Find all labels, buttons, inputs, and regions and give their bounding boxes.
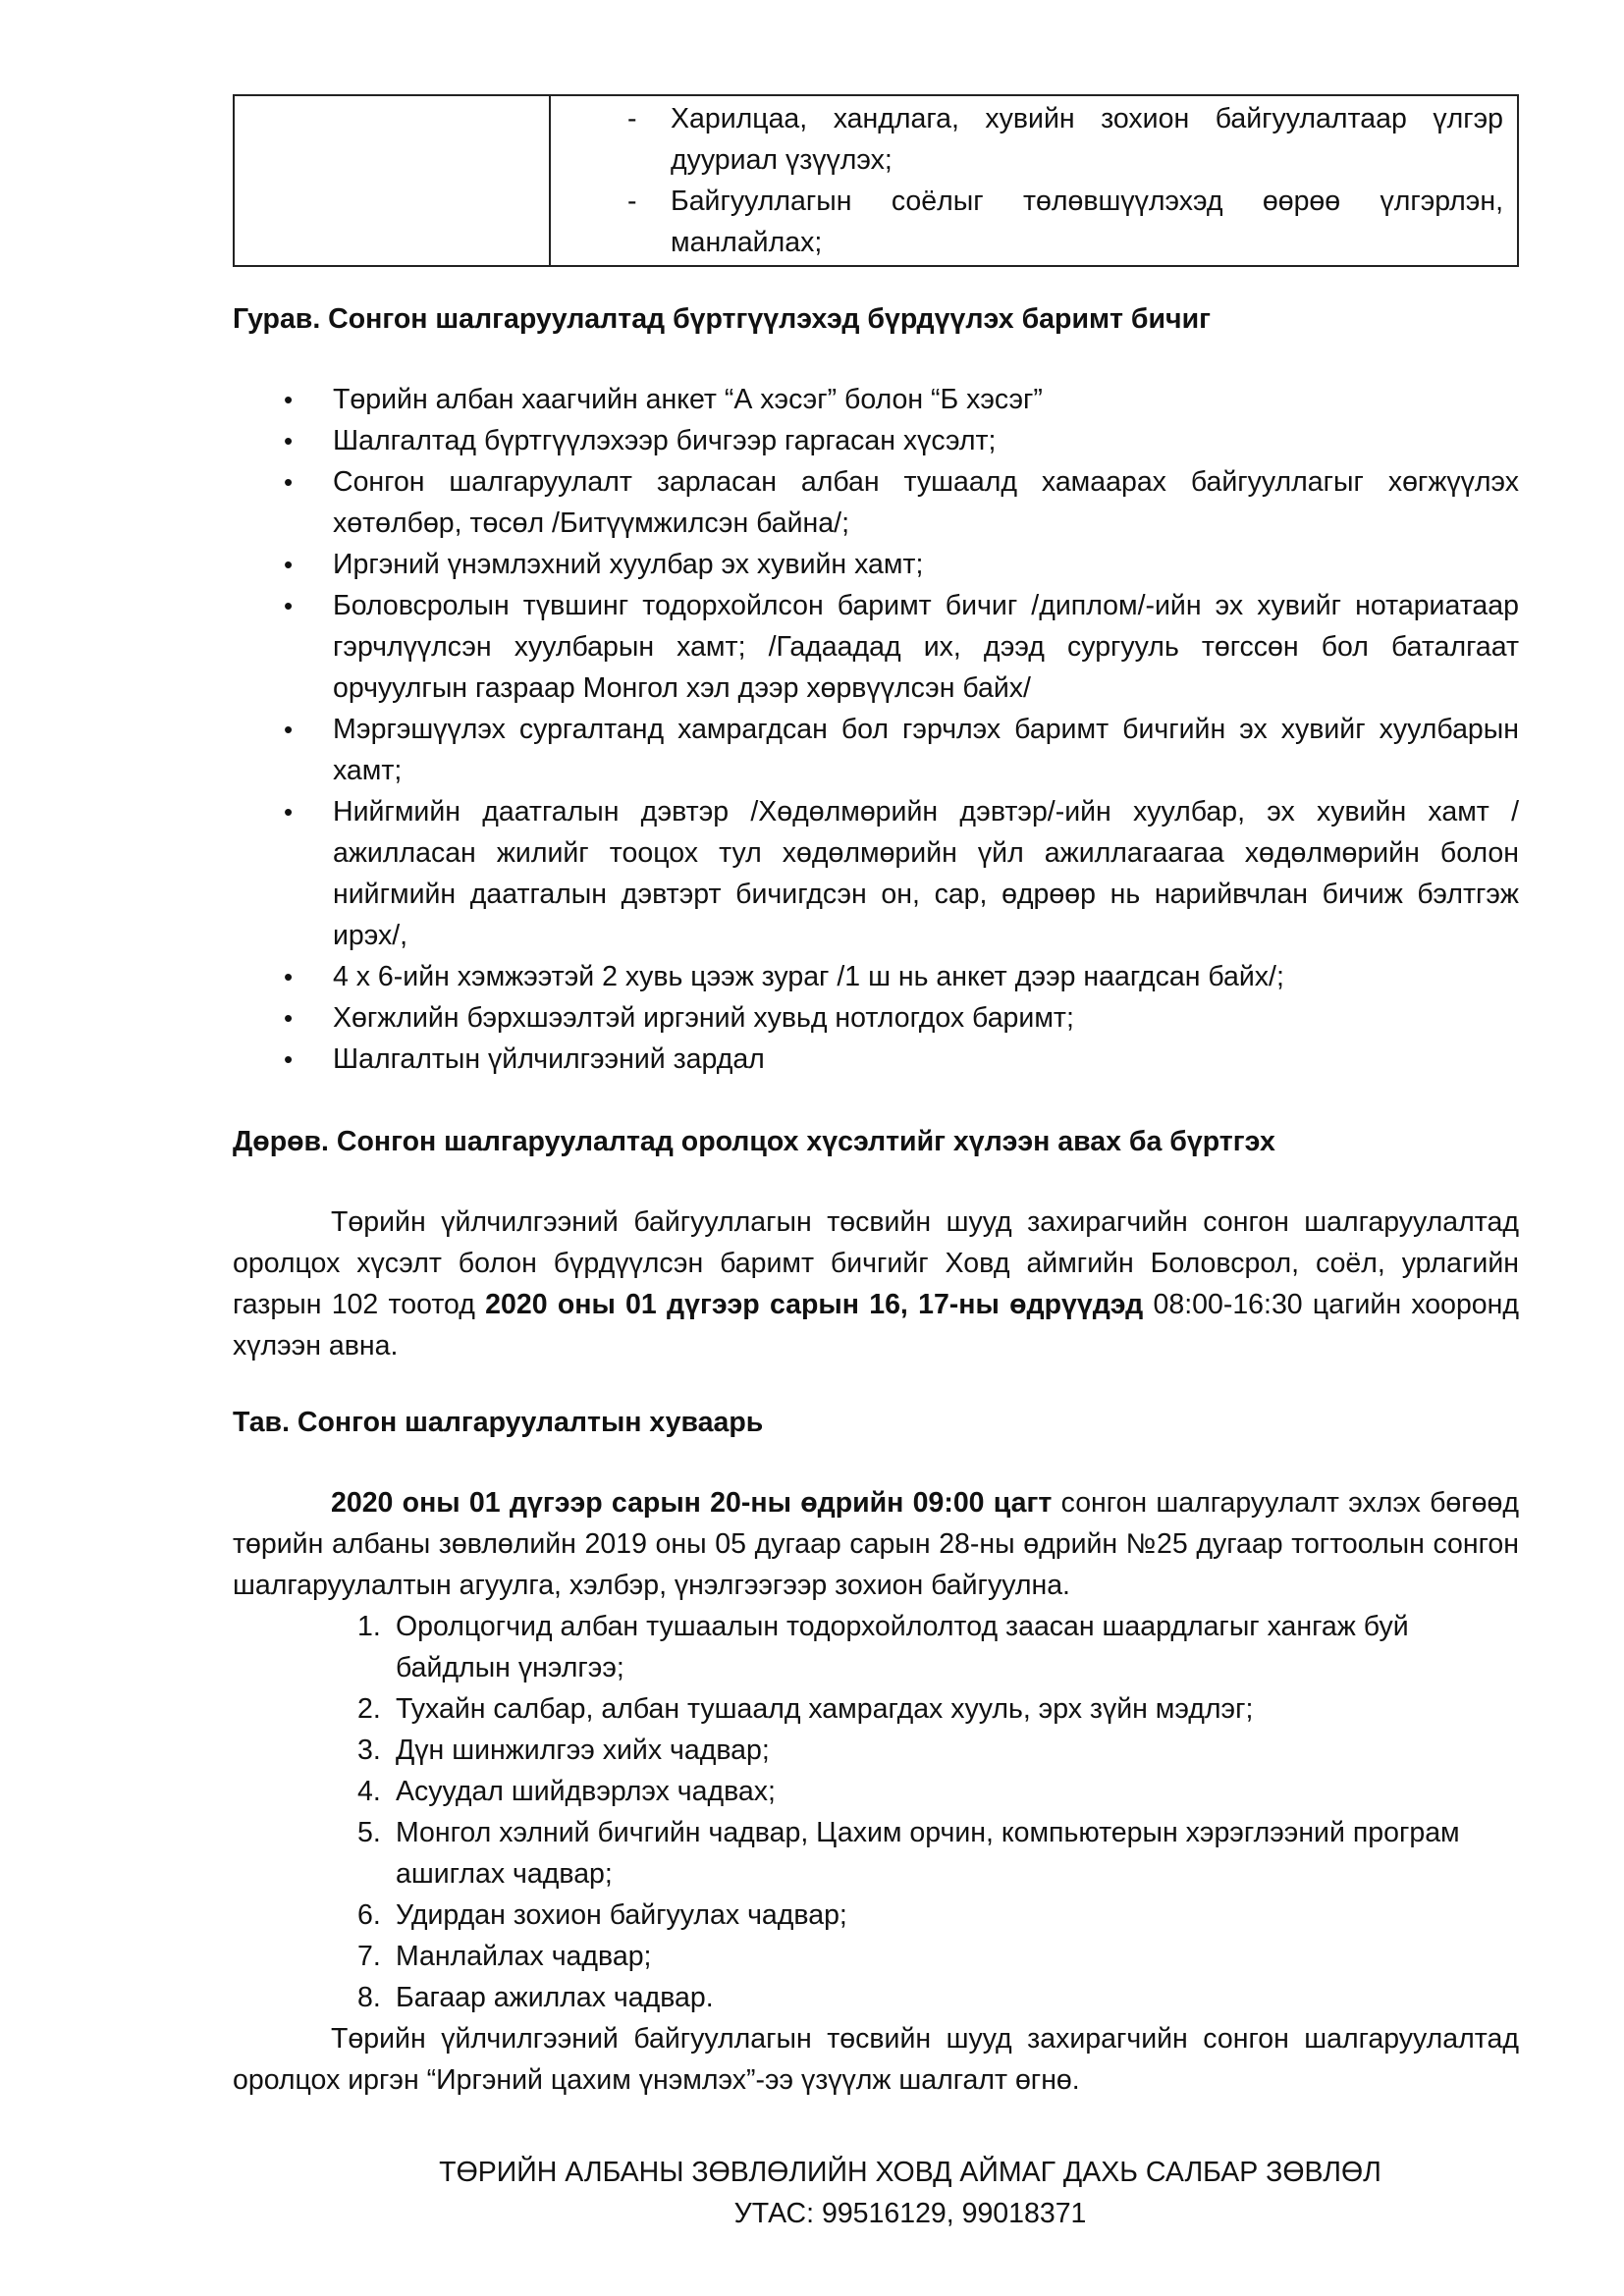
item-number: 1. (357, 1611, 381, 1642)
list-item: • Сонгон шалгаруулалт зарласан албан тушаалд хамаарах байгууллагыг хөгжүүлэх хөтөлбөр, төсөл /Битүүмжилсэн байна/; (233, 461, 1519, 544)
item-number: 8. (357, 1982, 381, 2013)
list-item: - Харилцаа, хандлага, хувийн зохион байгуулалтаар үлгэр дууриал үзүүлэх; (551, 98, 1503, 181)
item-number: 3. (357, 1735, 381, 1766)
list-item: • Нийгмийн даатгалын дэвтэр /Хөдөлмөрийн дэвтэр/-ийн хуулбар, эх хувийн хамт /ажилласан жилийг тооцох тул хөдөлмөрийн үйл ажиллагаагаа хөдөлмөрийн болон нийгмийн даатгалын дэвтэрт бичигдсэн он, сар, өдрөөр нь нарийвчлан бичиж бэлтгэж ирэх/, (233, 791, 1519, 956)
item-number: 5. (357, 1817, 381, 1848)
paragraph-text: 08:00-16:30 цагийн хооронд хүлээн авна. (233, 1289, 1520, 1362)
list-item: • Хөгжлийн бэрхшээлтэй иргэний хувьд нотлогдох баримт; (233, 997, 1519, 1039)
paragraph-bold-date: 2020 оны 01 дүгээр сарын 20-ны өдрийн 09:00 цагт (331, 1487, 1053, 1519)
table-cell-empty (234, 95, 550, 266)
list-item (233, 1895, 1519, 1936)
list-item (233, 1688, 1519, 1730)
item-text: Дүн шинжилгээ хийх чадвар; (396, 1735, 770, 1766)
item-number: 6. (357, 1899, 381, 1931)
list-item (233, 1812, 1519, 1895)
table-cell-requirements (550, 95, 1518, 266)
item-text: Асуудал шийдвэрлэх чадвах; (396, 1776, 776, 1807)
item-text: Тухайн салбар, албан тушаалд хамрагдах хууль, эрх зүйн мэдлэг; (396, 1693, 1254, 1725)
document-page (233, 94, 1519, 2234)
item-number: 4. (357, 1776, 381, 1807)
item-number: 2. (357, 1693, 381, 1725)
list-item (233, 1606, 1519, 1688)
evaluation-list (233, 1606, 1519, 2018)
list-item: • Иргэний үнэмлэхний хуулбар эх хувийн хамт; (233, 544, 1519, 585)
paragraph-text: Төрийн үйлчилгээний байгууллагын төсвийн шууд захирагчийн сонгон шалгаруулалтад оролцох хүсэлт болон бүрдүүлсэн баримт бичгийг Ховд аймгийн Боловсрол, соёл, урлагийн газрын 102 тоотод (233, 1206, 1519, 1320)
paragraph-bold-dates: 2020 оны 01 дүгээр сарын 16, 17-ны өдрүүдэд (485, 1289, 1144, 1320)
item-number: 7. (357, 1941, 381, 1972)
footer-phone: УТАС: 99516129, 99018371 (733, 2198, 1087, 2229)
list-item: • Төрийн албан хаагчийн анкет “А хэсэг” болон “Б хэсэг” (233, 379, 1519, 420)
section-5-paragraph (233, 1482, 1519, 1606)
documents-list (233, 379, 1519, 1080)
list-item: • Шалгалтад бүртгүүлэхээр бичгээр гаргасан хүсэлт; (233, 420, 1519, 461)
requirements-table (233, 94, 1519, 267)
item-text: Оролцогчид албан тушаалын тодорхойлолтод заасан шаардлагыг хангаж буй байдлын үнэлгээ; (396, 1611, 1409, 1683)
list-item: • Боловсролын түвшинг тодорхойлсон баримт бичиг /диплом/-ийн эх хувийг нотариатаар гэрчлүүлсэн хуулбарын хамт; /Гадаадад их, дээд сургууль төгссөн бол баталгаат орчуулгын газраар Монгол хэл дээр хөрвүүлсэн байх/ (233, 585, 1519, 709)
list-item: • Мэргэшүүлэх сургалтанд хамрагдсан бол гэрчлэх баримт бичгийн эх хувийг хуулбарын хамт; (233, 709, 1519, 791)
item-text: Багаар ажиллах чадвар. (396, 1982, 714, 2013)
closing-paragraph: Төрийн үйлчилгээний байгууллагын төсвийн шууд захирагчийн сонгон шалгаруулалтад оролцох иргэн “Иргэний цахим үнэмлэх”-ээ үзүүлж шалгалт өгнө. (233, 2023, 1519, 2096)
section-5-heading: Тав. Сонгон шалгаруулалтын хуваарь (233, 1407, 764, 1438)
list-item (233, 1936, 1519, 1977)
list-item (233, 1977, 1519, 2018)
list-item (233, 1771, 1519, 1812)
paragraph-text: сонгон шалгаруулалт эхлэх бөгөөд төрийн албаны зөвлөлийн 2019 оны 05 дугаар сарын 28-ны өдрийн №25 дугаар тогтоолын сонгон шалгаруулалтын агуулга, хэлбэр, үнэлгээгээр зохион байгуулна. (233, 1487, 1519, 1601)
dash-list (551, 98, 1503, 263)
item-text: Удирдан зохион байгуулах чадвар; (396, 1899, 847, 1931)
list-item: - Байгууллагын соёлыг төлөвшүүлэхэд өөрөө үлгэрлэн, манлайлах; (551, 181, 1503, 263)
list-item: • Шалгалтын үйлчилгээний зардал (233, 1039, 1519, 1080)
list-item (233, 1730, 1519, 1771)
item-text: Манлайлах чадвар; (396, 1941, 652, 1972)
list-item: • 4 х 6-ийн хэмжээтэй 2 хувь цээж зураг /1 ш нь анкет дээр наагдсан байх/; (233, 956, 1519, 997)
footer-organization: ТӨРИЙН АЛБАНЫ ЗӨВЛӨЛИЙН ХОВД АЙМАГ ДАХЬ САЛБАР ЗӨВЛӨЛ (439, 2157, 1381, 2188)
footer (233, 2152, 1519, 2234)
table-row (234, 95, 1518, 266)
section-3-heading: Гурав. Сонгон шалгаруулалтад бүртгүүлэхэд бүрдүүлэх баримт бичиг (233, 303, 1211, 335)
item-text: Монгол хэлний бичгийн чадвар, Цахим орчин, компьютерын хэрэглээний програм ашиглах чадвар; (396, 1817, 1460, 1890)
section-4-paragraph (233, 1201, 1519, 1366)
section-4-heading: Дөрөв. Сонгон шалгаруулалтад оролцох хүсэлтийг хүлээн авах ба бүртгэх (233, 1126, 1275, 1157)
